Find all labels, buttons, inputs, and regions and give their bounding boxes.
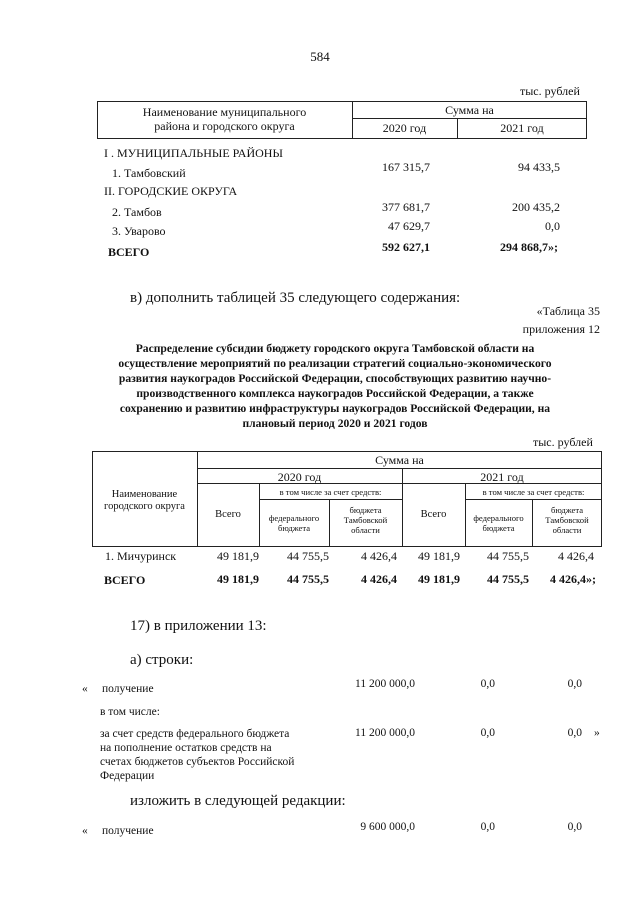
table1-cell: 0,0 — [545, 219, 560, 233]
table1-row-label: I . МУНИЦИПАЛЬНЫЕ РАЙОНЫ — [104, 146, 283, 160]
table2-row-label: 1. Мичуринск — [105, 549, 177, 563]
table2-title: Распределение субсидии бюджету городского округа Тамбовской области на осуществление мероприятий по реализации стратегий социально-экономического развития наукоградов Российской Федерации, способствующих развитию научно- производственного комплекса наукоградов Российской Федерации, а также сохранению и развитию инфраструктуры наукоградов Российской Федерации, на плановый период 2020 и 2021 годов — [118, 342, 552, 430]
table2-total-cell: 44 755,5 — [287, 572, 329, 586]
table2-incl: в том числе за счет средств: — [279, 487, 382, 497]
table2-reg: бюджета Тамбовской области — [343, 505, 388, 535]
row-value: 11 200 000,0 — [355, 678, 415, 690]
table2-total-cell: 4 426,4»; — [550, 572, 596, 586]
table1-row-label: II. ГОРОДСКИЕ ОКРУГА — [104, 184, 238, 198]
page-number: 584 — [310, 49, 330, 64]
table1-header-name: Наименование муниципального района и городского округа — [142, 105, 307, 133]
quote-open: « — [82, 825, 88, 837]
row-fed-text: за счет средств федерального бюджета на пополнение остатков средств на счетах бюджетов субъектов Российской Федерации — [100, 728, 295, 782]
table1-cell: 377 681,7 — [382, 200, 430, 214]
table1-header — [97, 101, 587, 139]
table1-total-cell: 294 868,7»; — [500, 240, 558, 254]
table2-cell: 44 755,5 — [287, 549, 329, 563]
table1-total-label: ВСЕГО — [108, 245, 150, 259]
table-reference: «Таблица 35 приложения 12 — [522, 304, 600, 336]
paragraph-v: в) дополнить таблицей 35 следующего содержания: — [130, 290, 461, 306]
table2-cell: 49 181,9 — [217, 549, 259, 563]
row-value: 11 200 000,0 — [355, 727, 415, 739]
table1-total-cell: 592 627,1 — [382, 240, 430, 254]
table1-cell: 47 629,7 — [388, 219, 430, 233]
table2-cell: 4 426,4 — [558, 549, 594, 563]
table1-cell: 200 435,2 — [512, 200, 560, 214]
table2-total-cell: 49 181,9 — [418, 572, 460, 586]
table2-year-2021: 2021 год — [480, 470, 524, 484]
row-value: 0,0 — [480, 678, 495, 690]
row-incl: в том числе: — [100, 706, 160, 718]
table2-fed: федерального бюджета — [268, 513, 320, 533]
unit-label: тыс. рублей — [520, 84, 580, 98]
table2-cell: 4 426,4 — [361, 549, 397, 563]
row-poluchenie: получение — [102, 825, 154, 837]
table1-cell: 167 315,7 — [382, 160, 430, 174]
table2-total-label: ВСЕГО — [104, 573, 146, 587]
table2-total-col: Всего — [420, 509, 447, 520]
unit-label-2: тыс. рублей — [533, 435, 593, 449]
table2-header-name: Наименование городского округа — [104, 489, 185, 512]
table2-reg: бюджета Тамбовской области — [545, 505, 589, 535]
table1-year-2021: 2021 год — [500, 121, 544, 135]
table2-header-sum: Сумма на — [375, 453, 424, 467]
table1-cell: 94 433,5 — [518, 160, 560, 174]
table1-year-2020: 2020 год — [382, 121, 427, 135]
row-value: 0,0 — [567, 821, 582, 833]
table1-row-label: 2. Тамбов — [112, 205, 162, 219]
table2-total-cell: 49 181,9 — [217, 572, 259, 586]
table2-total-col: Всего — [215, 509, 241, 520]
izlozhit-text: изложить в следующей редакции: — [130, 793, 346, 809]
table1-row-label: 1. Тамбовский — [112, 166, 186, 180]
quote-close: » — [594, 727, 600, 739]
table1-header-sum: Сумма на — [445, 103, 494, 117]
table2-total-cell: 44 755,5 — [487, 572, 529, 586]
table2-cell: 44 755,5 — [487, 549, 529, 563]
table2-year-2020: 2020 год — [277, 470, 322, 484]
row-value: 0,0 — [567, 678, 582, 690]
row-value: 0,0 — [480, 727, 495, 739]
item-17: 17) в приложении 13: — [130, 618, 267, 634]
table2-fed: федерального бюджета — [473, 513, 524, 533]
row-poluchenie: получение — [102, 683, 154, 695]
table2-incl: в том числе за счет средств: — [482, 487, 585, 497]
item-a: а) строки: — [130, 652, 194, 668]
quote-open: « — [82, 683, 88, 695]
row-value: 0,0 — [480, 821, 495, 833]
table2-total-cell: 4 426,4 — [361, 572, 397, 586]
table2-header — [92, 451, 602, 547]
table2-cell: 49 181,9 — [418, 549, 460, 563]
row-value: 0,0 — [567, 727, 582, 739]
row-value: 9 600 000,0 — [360, 821, 415, 833]
table1-row-label: 3. Уварово — [112, 224, 166, 238]
